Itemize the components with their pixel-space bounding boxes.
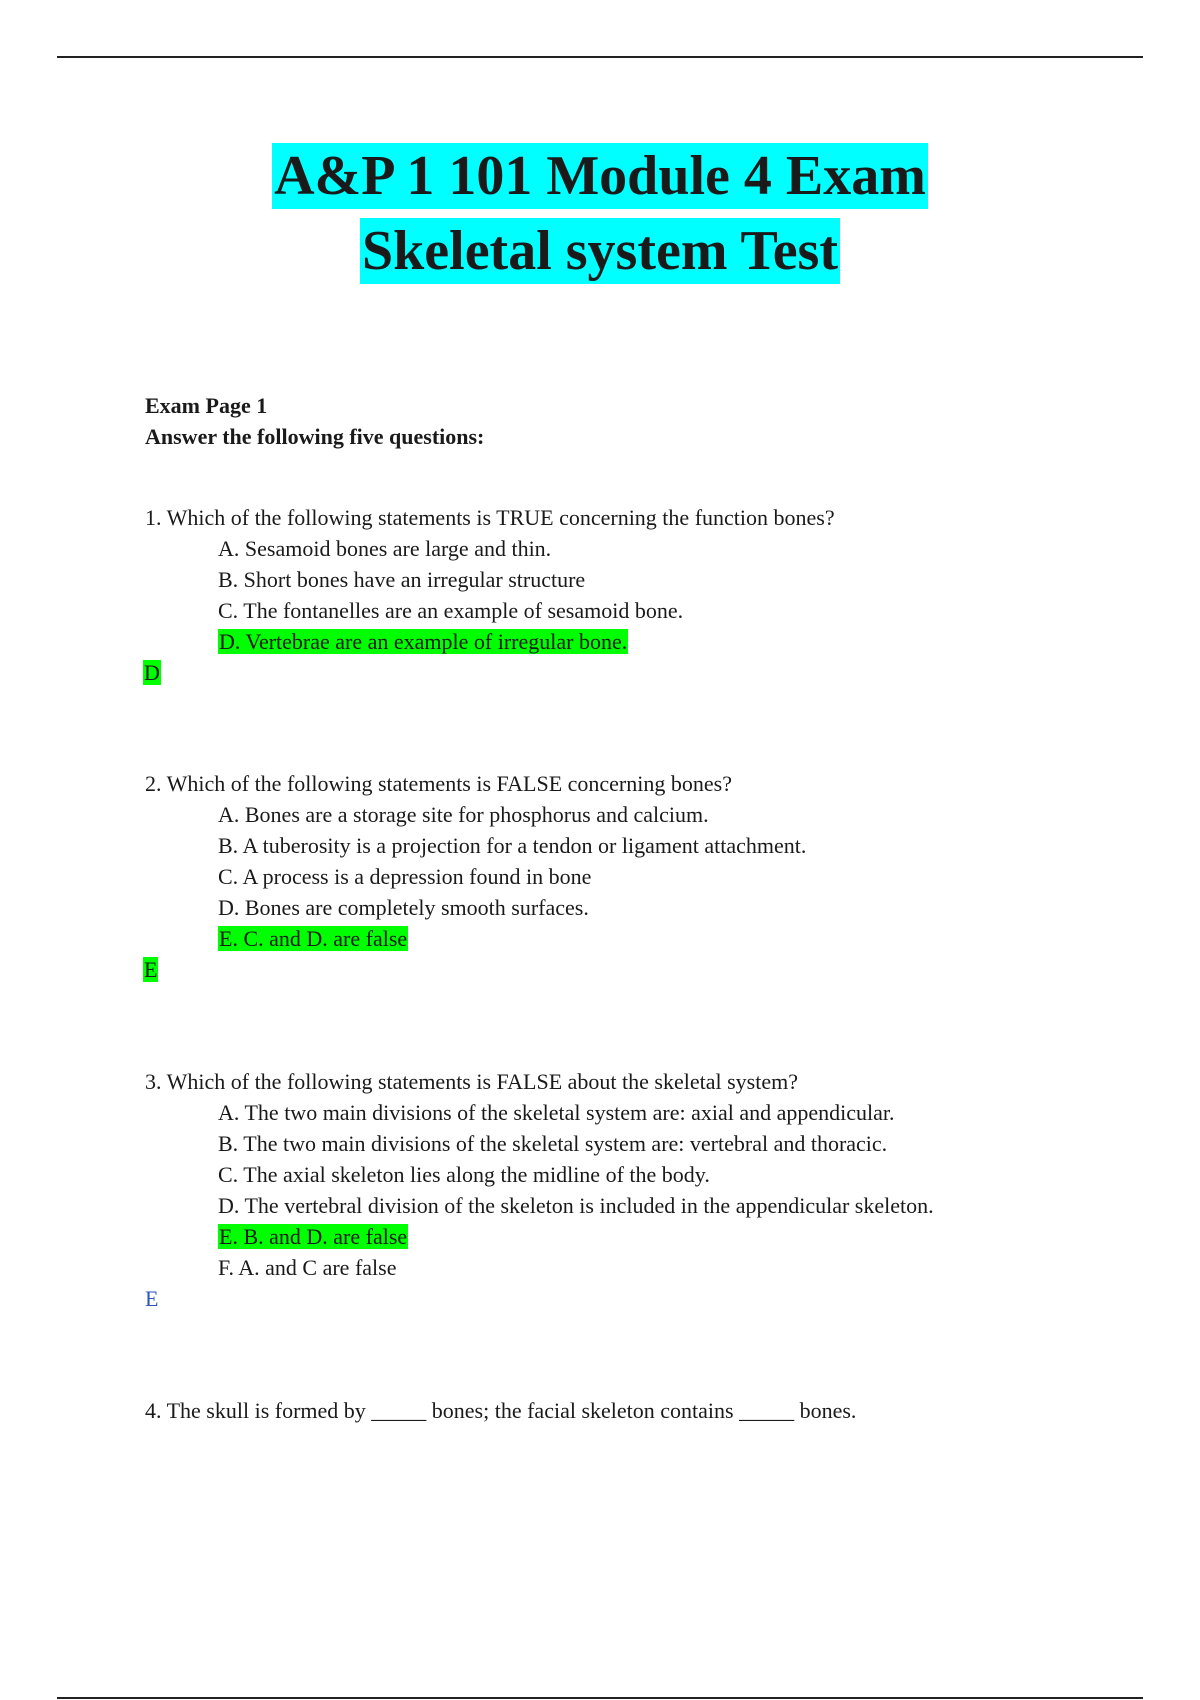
answer-key [143,657,1105,688]
option-f: F. A. and C are false [218,1255,397,1280]
answer-key: E [145,1286,159,1311]
document-title [0,140,1200,290]
option-b: B. Short bones have an irregular structure [218,567,586,592]
option-d [218,626,1105,657]
highlighted-correct-option: E. C. and D. are false [219,926,408,951]
highlighted-correct-option: D. Vertebrae are an example of irregular bone. [219,629,628,654]
question-3 [145,1066,1105,1314]
answer-key [143,954,1105,985]
option-a: A. Sesamoid bones are large and thin. [218,536,552,561]
exam-page-label: Exam Page 1 [145,393,268,418]
option-c: C. A process is a depression found in bone [218,864,592,889]
exam-content [144,390,1105,1423]
question-text: 2. Which of the following statements is FALSE concerning bones? [145,771,732,796]
option-c: C. The axial skeleton lies along the midline of the body. [218,1162,710,1187]
option-e [218,1221,1105,1252]
exam-instructions: Answer the following five questions: [145,424,485,449]
option-list [145,533,1105,657]
option-a: A. Bones are a storage site for phosphorus and calcium. [218,802,709,827]
option-d: D. The vertebral division of the skeleton is included in the appendicular skeleton. [218,1193,934,1218]
top-rule [57,56,1143,58]
option-list [145,799,1105,954]
option-list [145,1097,1105,1283]
option-e [218,923,1105,954]
question-text: 4. The skull is formed by _____ bones; the facial skeleton contains _____ bones. [145,1398,857,1423]
question-2 [145,768,1105,985]
highlighted-correct-option: E. B. and D. are false [219,1224,408,1249]
option-a: A. The two main divisions of the skeletal system are: axial and appendicular. [218,1100,895,1125]
option-b: B. The two main divisions of the skeletal system are: vertebral and thoracic. [218,1131,888,1156]
question-1 [145,502,1105,688]
answer-letter: E [144,957,158,982]
question-4 [145,1395,1105,1426]
question-text: 3. Which of the following statements is FALSE about the skeletal system? [145,1069,798,1094]
title-line-2: Skeletal system Test [362,220,838,282]
title-line-1: A&P 1 101 Module 4 Exam [274,145,926,207]
option-d: D. Bones are completely smooth surfaces. [218,895,589,920]
bottom-rule [57,1697,1143,1699]
answer-letter: D [144,660,160,685]
option-c: C. The fontanelles are an example of sesamoid bone. [218,598,684,623]
option-b: B. A tuberosity is a projection for a tendon or ligament attachment. [218,833,807,858]
question-text: 1. Which of the following statements is TRUE concerning the function bones? [145,505,835,530]
